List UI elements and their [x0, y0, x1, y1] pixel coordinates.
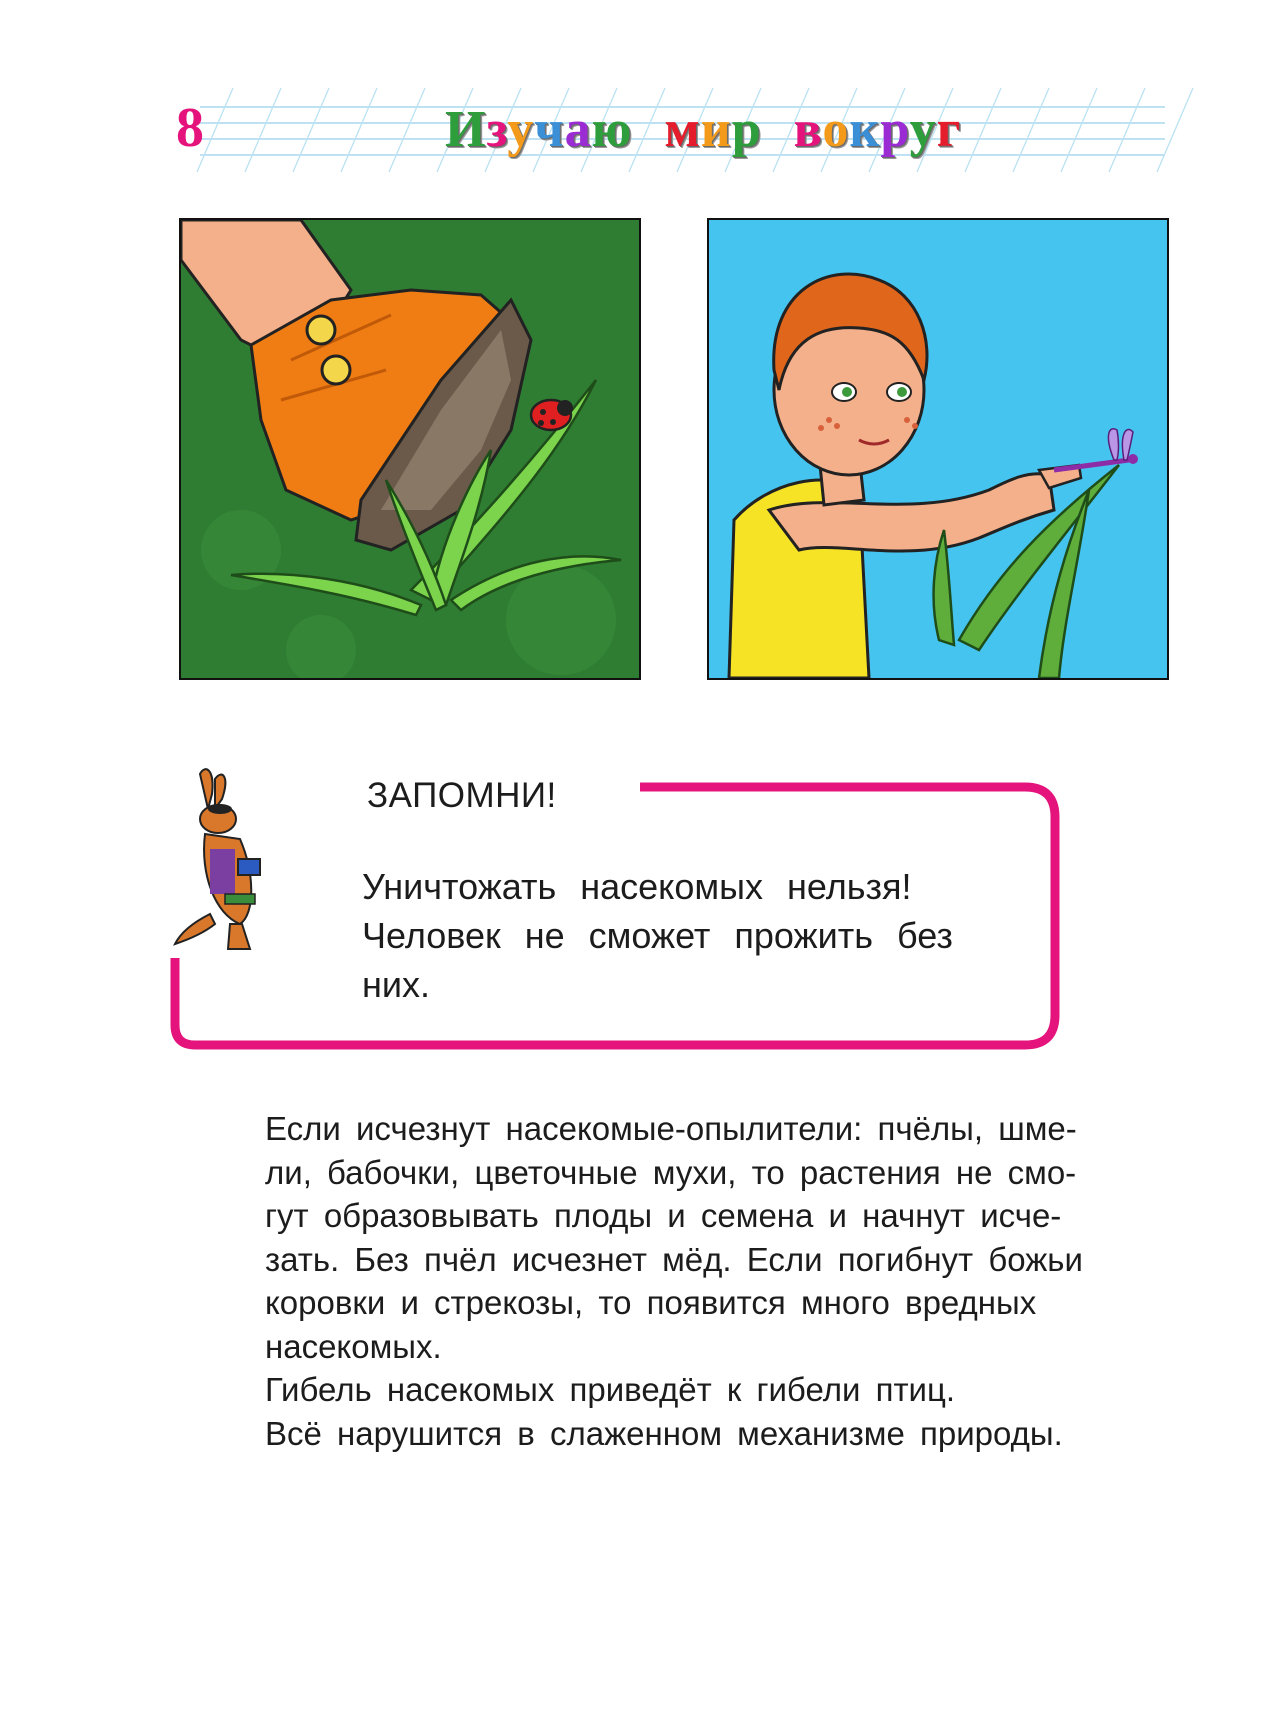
page-header	[0, 0, 1270, 190]
memo-line: них.	[362, 964, 430, 1005]
illustration-boy-dragonfly	[707, 218, 1169, 680]
memo-heading: ЗАПОМНИ!	[367, 776, 557, 815]
notebook-ruling-lines	[0, 0, 1270, 190]
text-line: Всё нарушится в слаженном механизме природы.	[265, 1414, 1063, 1452]
title-word: Изучаю	[445, 101, 633, 158]
page-title	[445, 101, 993, 158]
ladybug-icon	[531, 400, 573, 430]
memo-line: Уничтожать насекомых нельзя!	[362, 866, 912, 907]
text-line: гут образовывать плоды и семена и начнут исче-	[265, 1197, 1062, 1234]
title-word: вокруг	[793, 101, 962, 158]
text-line: насекомых.	[265, 1327, 442, 1365]
illustration-boot-ladybug	[179, 218, 641, 680]
text-line: ли, бабочки, цветочные мухи, то растения не смо-	[265, 1153, 1077, 1191]
memo-text	[362, 862, 1062, 1009]
text-line: коровки и стрекозы, то появится много вредных	[265, 1284, 1037, 1321]
text-line: Если исчезнут насекомые-опылители: пчёлы, шме-	[265, 1110, 1077, 1147]
kangaroo-mascot-icon	[170, 764, 290, 954]
text-line: зать. Без пчёл исчезнет мёд. Если погибнут божьи	[265, 1240, 1083, 1278]
memo-line: Человек не сможет прожить без	[362, 915, 953, 956]
main-text	[265, 1107, 1135, 1455]
title-word: мир	[664, 101, 762, 158]
page-number: 8	[176, 97, 204, 159]
text-line: Гибель насекомых приведёт к гибели птиц.	[265, 1371, 956, 1408]
